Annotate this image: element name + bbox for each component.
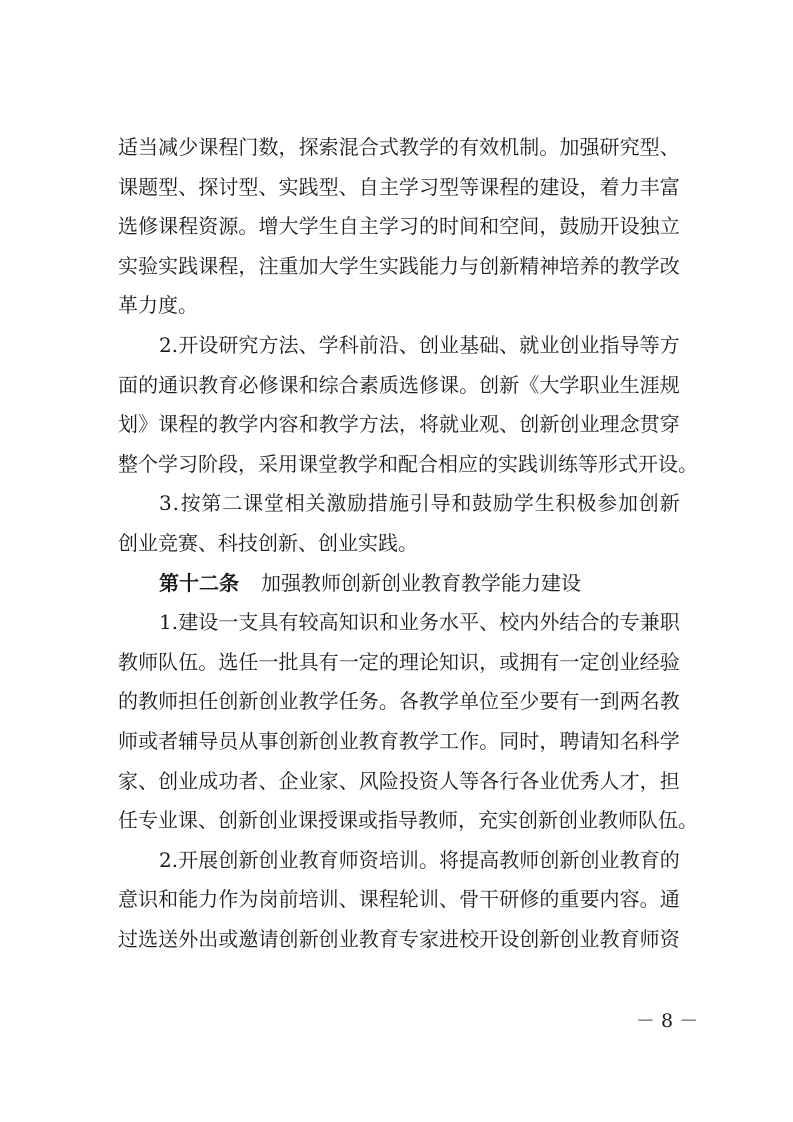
text-line: [118, 524, 680, 564]
text-line: 适 当 减 少 课 程 门 数 ， 探 索 混 合 式 教 学 的 有 效 机 制 。 加 强 研 究 型 、: [118, 135, 680, 159]
text-line: 2 . 开 展 创 新 创 业 教 育 师 资 培 训 。 将 提 高 教 师 创 新 创 业 教 育 的: [159, 847, 680, 872]
article-number: 第十二条: [159, 570, 239, 595]
text-line: 面 的 通 识 教 育 必 修 课 和 综 合 素 质 选 修 课 。 创 新 《 大 学 职 业 生 涯 规: [118, 372, 680, 397]
text-line: [118, 286, 680, 326]
line-text: 创业竞赛、科技创新、创业实践。: [118, 530, 418, 555]
text-line: 过 选 送 外 出 或 邀 请 创 新 创 业 教 育 专 家 进 校 开 设 创 新 创 业 教 育 师 资: [118, 926, 680, 951]
body-text: [118, 128, 698, 959]
text-line: 家 、 创 业 成 功 者 、 企 业 家 、 风 险 投 资 人 等 各 行 各 业 优 秀 人 才 ， 担: [118, 768, 680, 793]
article-heading: [118, 564, 680, 604]
text-line: 划 》 课 程 的 教 学 内 容 和 教 学 方 法 ， 将 就 业 观 、 创 新 创 业 理 念 贯 穿: [118, 412, 680, 437]
text-line: 教 师 队 伍 。 选 任 一 批 具 有 一 定 的 理 论 知 识 ， 或 拥 有 一 定 创 业 经 验: [118, 649, 680, 674]
text-line: 实 验 实 践 课 程 ， 注 重 加 大 学 生 实 践 能 力 与 创 新 精 神 培 养 的 教 学 改: [118, 253, 680, 278]
text-line: 整 个 学 习 阶 段 ， 采 用 课 堂 教 学 和 配 合 相 应 的 实 践 训 练 等 形 式 开 设 。: [118, 451, 698, 476]
article-title: 加强教师创新创业教育教学能力建设: [261, 570, 581, 595]
page-number: － 8 －: [636, 1010, 699, 1032]
text-line: 任 专 业 课 、 创 新 创 业 课 授 课 或 指 导 教 师 ， 充 实 创 新 创 业 教 师 队 伍 。: [118, 808, 698, 833]
text-line: 课 题 型 、 探 讨 型 、 实 践 型 、 自 主 学 习 型 等 课 程 的 建 设 ， 着 力 丰 富: [118, 174, 680, 199]
line-text: 革力度。: [118, 293, 198, 318]
text-line: 1 . 建 设 一 支 具 有 较 高 知 识 和 业 务 水 平 、 校 内 外 结 合 的 专 兼 职: [159, 610, 680, 635]
text-line: 师 或 者 辅 导 员 从 事 创 新 创 业 教 育 教 学 工 作 。 同 时 ， 聘 请 知 名 科 学: [118, 728, 680, 753]
text-line: 意 识 和 能 力 作 为 岗 前 培 训 、 课 程 轮 训 、 骨 干 研 修 的 重 要 内 容 。 通: [118, 887, 680, 912]
text-line: 3 . 按 第 二 课 堂 相 关 激 励 措 施 引 导 和 鼓 励 学 生 积 极 参 加 创 新: [159, 491, 680, 516]
text-line: 2 . 开 设 研 究 方 法 、 学 科 前 沿 、 创 业 基 础 、 就 业 创 业 指 导 等 方: [159, 332, 680, 357]
text-line: 的 教 师 担 任 创 新 创 业 教 学 任 务 。 各 教 学 单 位 至 少 要 有 一 到 两 名 教: [118, 689, 680, 714]
text-line: 选 修 课 程 资 源 。 增 大 学 生 自 主 学 习 的 时 间 和 空 间 ， 鼓 励 开 设 独 立: [118, 214, 680, 239]
